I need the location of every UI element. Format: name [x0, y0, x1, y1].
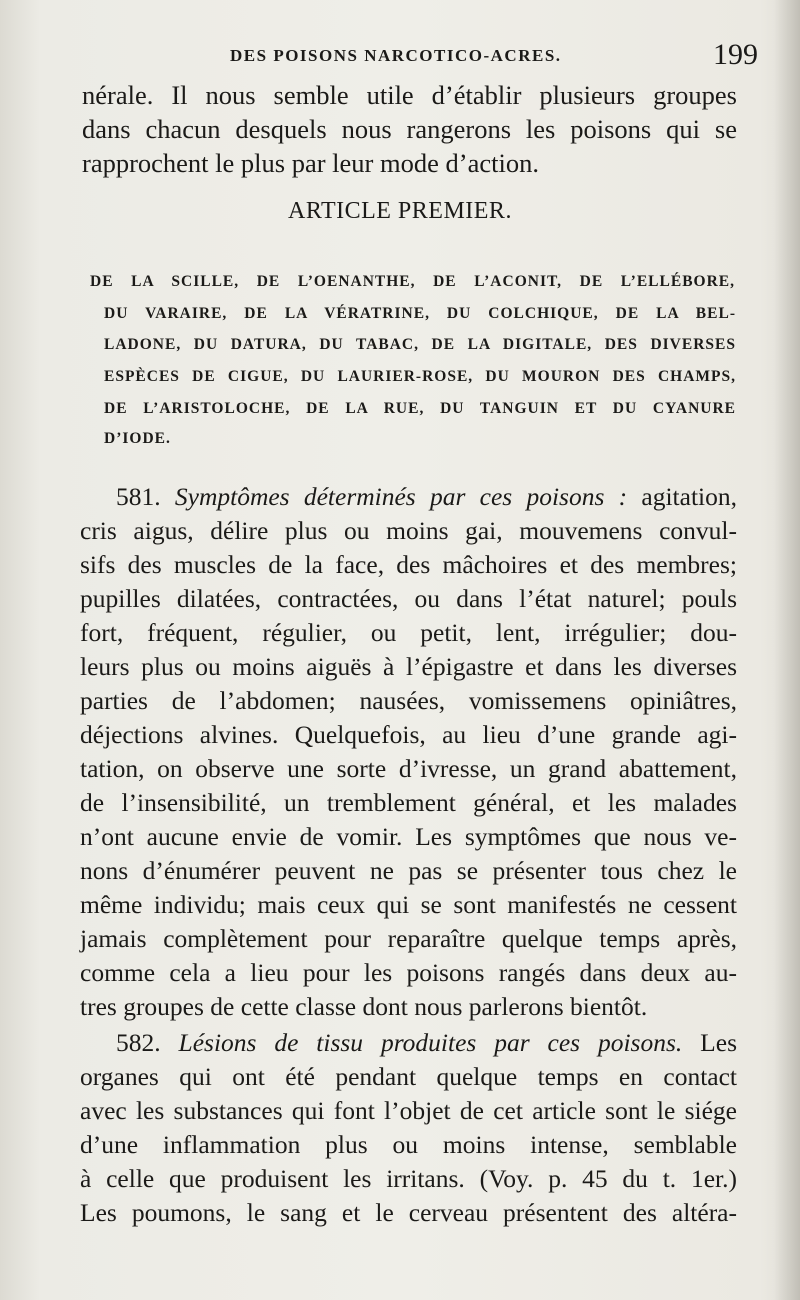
- section-581-line: pupilles dilatées, contractées, ou dans l’état naturel; pouls: [80, 584, 737, 613]
- section-581-line: tation, on observe une sorte d’ivresse, un grand abattement,: [80, 754, 737, 783]
- section-581-line: fort, fréquent, régulier, ou petit, lent, irrégulier; dou-: [80, 618, 737, 647]
- intro-line-2: dans chacun desquels nous rangerons les poisons qui se: [82, 114, 737, 144]
- section-581-line: même individu; mais ceux qui se sont manifestés ne cessent: [80, 890, 737, 919]
- running-head: DES POISONS NARCOTICO-ACRES.: [230, 46, 562, 65]
- article-subtitle-line-5: DE L’ARISTOLOCHE, DE LA RUE, DU TANGUIN ET DU CYANURE: [104, 400, 736, 417]
- section-581-line: sifs des muscles de la face, des mâchoires et des membres;: [80, 550, 737, 579]
- article-title: ARTICLE PREMIER.: [288, 198, 512, 224]
- section-582-line: organes qui ont été pendant quelque temps en contact: [80, 1062, 737, 1091]
- intro-line-3: rapprochent le plus par leur mode d’action.: [82, 148, 539, 178]
- section-582-first-line-rest: Les: [700, 1028, 737, 1057]
- section-582-first-line: [116, 1026, 737, 1060]
- page-edge-shadow: [774, 0, 800, 1300]
- section-581-first-line: [116, 480, 737, 514]
- section-582-line: Les poumons, le sang et le cerveau présentent des altéra-: [80, 1198, 737, 1227]
- section-581-first-line-rest: agitation,: [641, 482, 737, 511]
- section-582-number: 582.: [116, 1028, 161, 1057]
- article-subtitle-line-3: LADONE, DU DATURA, DU TABAC, DE LA DIGITALE, DES DIVERSES: [104, 336, 736, 353]
- section-581-heading: Symptômes déterminés par ces poisons :: [174, 482, 628, 511]
- section-582-line: d’une inflammation plus ou moins intense, semblable: [80, 1130, 737, 1159]
- section-581-line: cris aigus, délire plus ou moins gai, mouvemens convul-: [80, 516, 737, 545]
- section-582-line: à celle que produisent les irritans. (Voy. p. 45 du t. 1er.): [80, 1164, 737, 1193]
- intro-line-1: nérale. Il nous semble utile d’établir plusieurs groupes: [82, 80, 737, 110]
- article-subtitle-line-2: DU VARAIRE, DE LA VÉRATRINE, DU COLCHIQUE, DE LA BEL-: [104, 305, 736, 322]
- article-subtitle-line-6: D’IODE.: [104, 430, 171, 447]
- section-582-heading: Lésions de tissu produites par ces poisons.: [178, 1028, 683, 1057]
- section-581-line: parties de l’abdomen; nausées, vomissemens opiniâtres,: [80, 686, 737, 715]
- section-581-line: n’ont aucune envie de vomir. Les symptômes que nous ve-: [80, 822, 737, 851]
- article-subtitle-line-1: DE LA SCILLE, DE L’OENANTHE, DE L’ACONIT, DE L’ELLÉBORE,: [90, 273, 735, 290]
- page-number: 199: [713, 38, 758, 71]
- section-581-line: tres groupes de cette classe dont nous parlerons bientôt.: [80, 992, 648, 1021]
- section-581-line: jamais complètement pour reparaître quelque temps après,: [80, 924, 737, 953]
- section-582-line: avec les substances qui font l’objet de cet article sont le siége: [80, 1096, 737, 1125]
- article-subtitle-line-4: ESPÈCES DE CIGUE, DU LAURIER-ROSE, DU MOURON DES CHAMPS,: [104, 368, 736, 385]
- section-581-number: 581.: [116, 482, 161, 511]
- section-581-line: nons d’énumérer peuvent ne pas se présenter tous chez le: [80, 856, 737, 885]
- section-581-line: déjections alvines. Quelquefois, au lieu d’une grande agi-: [80, 720, 737, 749]
- section-581-line: comme cela a lieu pour les poisons rangés dans deux au-: [80, 958, 737, 987]
- section-581-line: leurs plus ou moins aiguës à l’épigastre et dans les diverses: [80, 652, 737, 681]
- section-581-line: de l’insensibilité, un tremblement général, et les malades: [80, 788, 737, 817]
